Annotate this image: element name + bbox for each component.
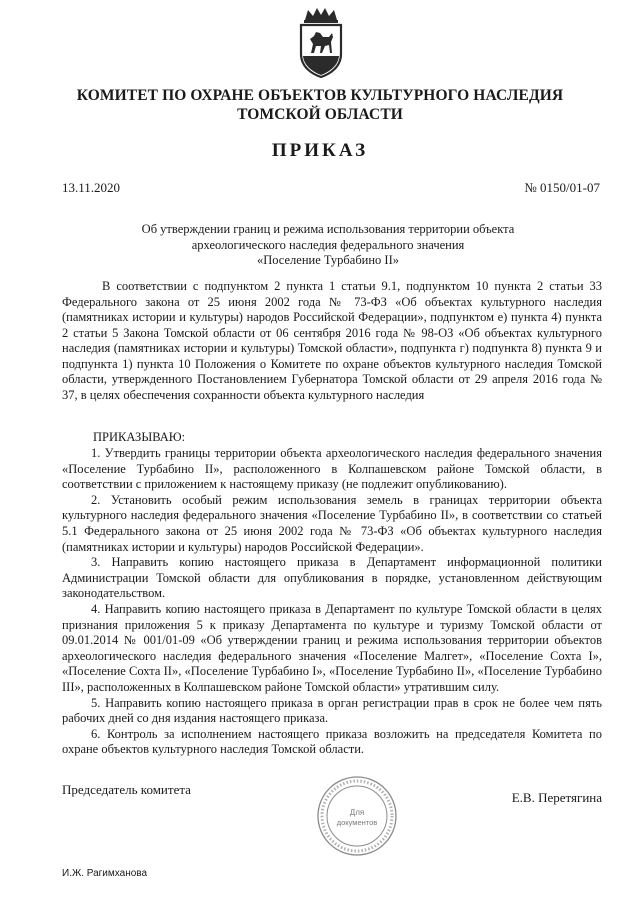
org-name-line-1: КОМИТЕТ ПО ОХРАНЕ ОБЪЕКТОВ КУЛЬТУРНОГО НАСЛЕДИЯ: [76, 87, 564, 104]
signatory-title: Председатель комитета: [62, 782, 191, 797]
preamble-paragraph: В соответствии с подпунктом 2 пункта 1 статьи 9.1, подпунктом 10 пункта 2 статьи 33 Федерального закона от 25 июня 2002 года № 73-ФЗ «Об объектах культурного наследия (памятниках истории и культуры) народов Российской Федерации», подпунктом е) пункта 4) пункта 2 статьи 5 Закона Томской области от 06 сентября 2016 года № 98-ОЗ «Об объектах культурного наследия (памятниках истории и культуры) Томской области», подпункта г) подпункта 8) пункта 9 и подпункта 1) пункта 10 Положения о Комитете по охране объектов культурного наследия Томской области, утвержденного Постановлением Губернатора Томской области от 29 апреля 2016 года № 37, в целях обеспечения сохранности объекта культурного наследия: [62, 279, 602, 402]
order-items-list: [62, 446, 602, 758]
order-item-5: 5. Направить копию настоящего приказа в орган регистрации прав в срок не более чем пять рабочих дней со дня издания настоящего приказа.: [62, 695, 602, 726]
order-item-6: 6. Контроль за исполнением настоящего приказа возложить на председателя Комитета по охране объектов культурного наследия Томской области.: [62, 726, 602, 757]
order-subject: [118, 222, 538, 269]
executor-name: И.Ж. Рагимханова: [62, 868, 148, 879]
stamp-line-2: документов: [336, 818, 378, 827]
stamp-line-1: Для: [349, 808, 365, 817]
document-type-title: ПРИКАЗ: [271, 140, 369, 161]
subject-line-2: археологического наследия федерального значения: [191, 237, 465, 252]
org-name-line-2: ТОМСКОЙ ОБЛАСТИ: [237, 106, 403, 123]
order-item-3: 3. Направить копию настоящего приказа в Департамент информационной политики Администрации Томской области для опубликования в порядке, установленном действующим законодательством.: [62, 555, 602, 601]
subject-line-1: Об утверждении границ и режима использования территории объекта: [141, 222, 515, 236]
signatory-name: Е.В. Перетягина: [511, 790, 602, 805]
order-date: 13.11.2020: [62, 180, 121, 195]
order-item-2: 2. Установить особый режим использования земель в границах территории объекта культурного наследия федерального значения «Поселение Турбабино II», в соответствии со статьей 5.1 Федерального закона от 25 июня 2002 года № 73-ФЗ «Об объектах культурного наследия (памятниках истории и культуры) народов Российской Федерации».: [62, 492, 602, 554]
organization-name: [40, 86, 600, 124]
order-item-1: 1. Утвердить границы территории объекта археологического наследия федерального значения «Поселение Турбабино II», расположенного в Колпашевском районе Томской области, в соответствии с приложением к настоящему приказу (не подлежит опубликованию).: [62, 446, 602, 492]
order-number: № 0150/01-07: [524, 180, 600, 195]
subject-line-3: «Поселение Турбабино II»: [256, 253, 400, 267]
order-item-4: 4. Направить копию настоящего приказа в Департамент по культуре Томской области в целях признания приложения 5 к приказу Департамента по культуре и туризму Томской области от 09.01.2014 № 001/01-09 «Об утверждении границ и режима использования территории объектов археологического наследия федерального значения «Поселение Малгет», «Поселение Сохта I», «Поселение Сохта II», «Поселение Турбабино I», «Поселение Турбабино II», «Поселение Турбабино III», расположенных в Колпашевском районе Томской области» утратившим силу.: [62, 601, 602, 694]
order-directive-word: ПРИКАЗЫВАЮ:: [93, 430, 186, 444]
tomsk-coat-of-arms-icon: [296, 6, 346, 78]
document-stamp: [316, 775, 398, 857]
